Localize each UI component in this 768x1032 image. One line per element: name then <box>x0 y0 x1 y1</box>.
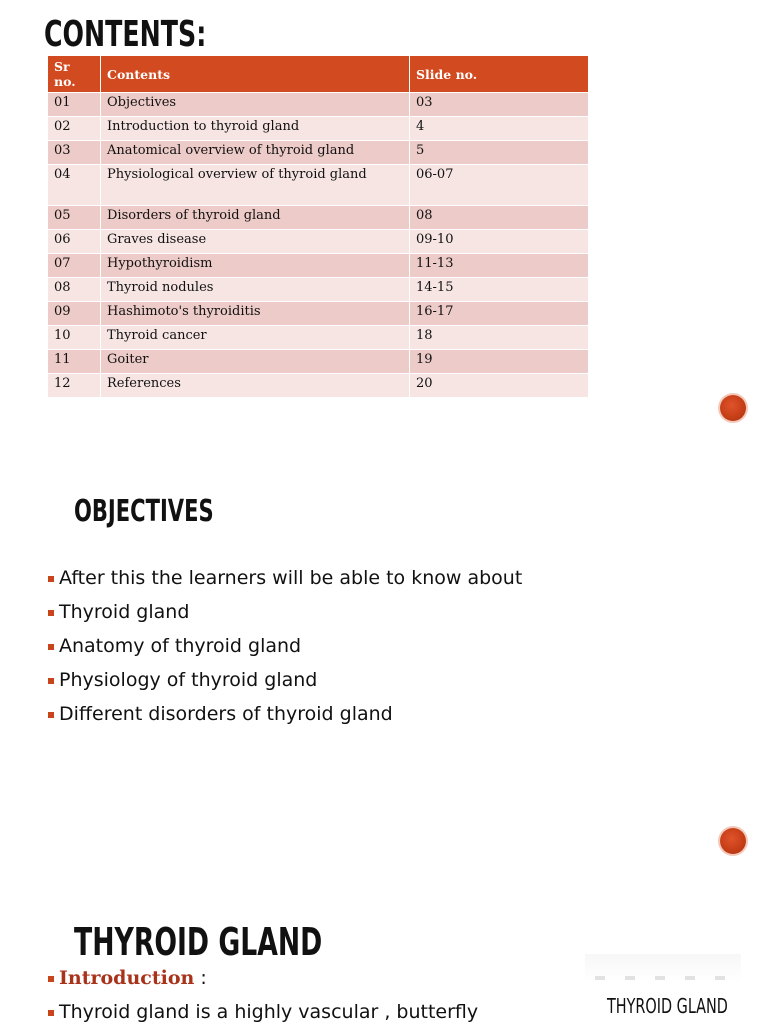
row-number: 09 <box>48 302 101 326</box>
column-header: Contents <box>101 56 410 93</box>
row-number: 04 <box>48 165 101 206</box>
thyroid-thumbnail <box>585 954 741 1024</box>
list-item: Anatomy of thyroid gland <box>48 632 648 666</box>
table-row <box>48 302 589 326</box>
table-row <box>48 141 589 165</box>
contents-table <box>48 56 589 397</box>
row-slide-number: 06-07 <box>410 165 589 206</box>
table-row <box>48 326 589 350</box>
row-content: Thyroid nodules <box>101 278 410 302</box>
column-header: Sr no. <box>48 56 101 93</box>
row-content: Anatomical overview of thyroid gland <box>101 141 410 165</box>
row-slide-number: 09-10 <box>410 230 589 254</box>
row-content: Introduction to thyroid gland <box>101 117 410 141</box>
table-row <box>48 117 589 141</box>
intro-label: Introduction <box>59 967 195 989</box>
intro-list <box>48 964 588 1032</box>
row-content: Disorders of thyroid gland <box>101 206 410 230</box>
table-row <box>48 230 589 254</box>
section-title: THYROID GLAND <box>74 920 323 964</box>
row-content: References <box>101 374 410 398</box>
table-row <box>48 93 589 117</box>
row-slide-number: 11-13 <box>410 254 589 278</box>
slide-contents <box>0 0 768 430</box>
table-header-row <box>48 56 589 93</box>
list-item: Different disorders of thyroid gland <box>48 700 648 734</box>
thumbnail-decoration <box>595 976 735 980</box>
row-slide-number: 20 <box>410 374 589 398</box>
section-title: OBJECTIVES <box>74 494 214 529</box>
list-item: Thyroid gland is a highly vascular , butterfly <box>48 998 588 1032</box>
row-content: Thyroid cancer <box>101 326 410 350</box>
row-slide-number: 03 <box>410 93 589 117</box>
page-title: CONTENTS: <box>44 14 207 55</box>
list-item: Thyroid gland <box>48 598 648 632</box>
row-number: 11 <box>48 350 101 374</box>
row-slide-number: 18 <box>410 326 589 350</box>
row-number: 12 <box>48 374 101 398</box>
table-row <box>48 278 589 302</box>
row-number: 08 <box>48 278 101 302</box>
intro-suffix: : <box>194 967 207 989</box>
row-content: Physiological overview of thyroid gland <box>101 165 410 206</box>
slide-marker-icon <box>720 828 746 854</box>
column-header: Slide no. <box>410 56 589 93</box>
row-content: Goiter <box>101 350 410 374</box>
row-slide-number: 08 <box>410 206 589 230</box>
list-item <box>48 964 588 998</box>
row-slide-number: 19 <box>410 350 589 374</box>
slide-marker-icon <box>720 395 746 421</box>
objectives-list <box>48 564 648 734</box>
row-content: Objectives <box>101 93 410 117</box>
row-number: 06 <box>48 230 101 254</box>
row-content: Graves disease <box>101 230 410 254</box>
row-slide-number: 16-17 <box>410 302 589 326</box>
row-number: 02 <box>48 117 101 141</box>
slide-thyroid-gland <box>0 900 768 1024</box>
list-item: Physiology of thyroid gland <box>48 666 648 700</box>
row-number: 07 <box>48 254 101 278</box>
table-row <box>48 254 589 278</box>
row-content: Hypothyroidism <box>101 254 410 278</box>
row-slide-number: 5 <box>410 141 589 165</box>
row-slide-number: 4 <box>410 117 589 141</box>
table-row <box>48 350 589 374</box>
row-slide-number: 14-15 <box>410 278 589 302</box>
table-row <box>48 165 589 206</box>
row-number: 10 <box>48 326 101 350</box>
row-number: 05 <box>48 206 101 230</box>
table-row <box>48 374 589 398</box>
row-content: Hashimoto's thyroiditis <box>101 302 410 326</box>
thumbnail-caption: THYROID GLAND <box>607 994 728 1018</box>
list-item: After this the learners will be able to know about <box>48 564 648 598</box>
row-number: 01 <box>48 93 101 117</box>
row-number: 03 <box>48 141 101 165</box>
slide-objectives <box>0 460 768 860</box>
table-row <box>48 206 589 230</box>
